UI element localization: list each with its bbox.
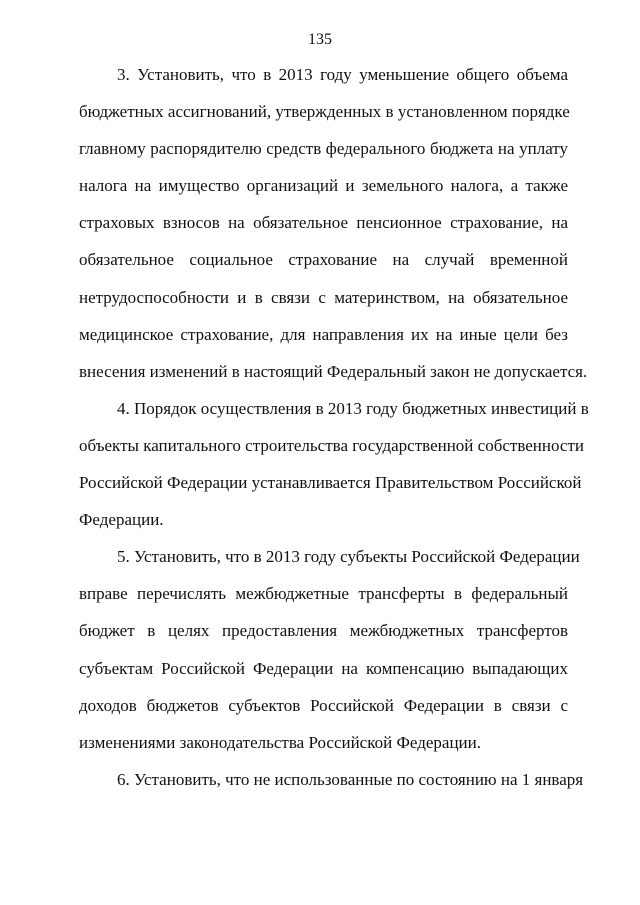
text-line: субъектам Российской Федерации на компенсацию выпадающих	[79, 658, 568, 678]
text-line: налога на имущество организаций и земельного налога, а также	[79, 176, 568, 196]
page-number: 135	[308, 31, 332, 48]
text-line: 4. Порядок осуществления в 2013 году бюджетных инвестиций в	[117, 398, 589, 418]
text-line: Федерации.	[79, 510, 164, 530]
text-line: вправе перечислять межбюджетные трансферты в федеральный	[79, 584, 568, 604]
text-line: обязательное социальное страхование на случай временной	[79, 250, 568, 270]
text-line: бюджет в целях предоставления межбюджетных трансфертов	[79, 621, 568, 641]
text-line: 3. Установить, что в 2013 году уменьшение общего объема	[117, 65, 568, 84]
text-line: нетрудоспособности и в связи с материнством, на обязательное	[79, 287, 568, 307]
text-line: страховых взносов на обязательное пенсионное страхование, на	[79, 213, 568, 233]
text-line: медицинское страхование, для направления их на иные цели без	[79, 324, 568, 344]
text-line: доходов бюджетов субъектов Российской Федерации в связи с	[79, 695, 568, 715]
document-body	[79, 56, 589, 798]
text-line: 5. Установить, что в 2013 году субъекты Российской Федерации	[117, 547, 580, 567]
paragraph-4	[79, 390, 589, 538]
paragraph-3	[79, 56, 588, 390]
text-line: объекты капитального строительства государственной собственности	[79, 435, 584, 455]
text-line: внесения изменений в настоящий Федеральный закон не допускается.	[79, 361, 588, 381]
text-line: Российской Федерации устанавливается Правительством Российской	[79, 473, 582, 493]
text-line: изменениями законодательства Российской Федерации.	[79, 732, 482, 752]
paragraph-6	[79, 761, 584, 798]
text-line: главному распорядителю средств федерального бюджета на уплату	[79, 139, 568, 159]
paragraph-5	[79, 538, 580, 761]
text-line: 6. Установить, что не использованные по состоянию на 1 января	[117, 769, 584, 789]
text-line: бюджетных ассигнований, утвержденных в установленном порядке	[79, 102, 570, 122]
